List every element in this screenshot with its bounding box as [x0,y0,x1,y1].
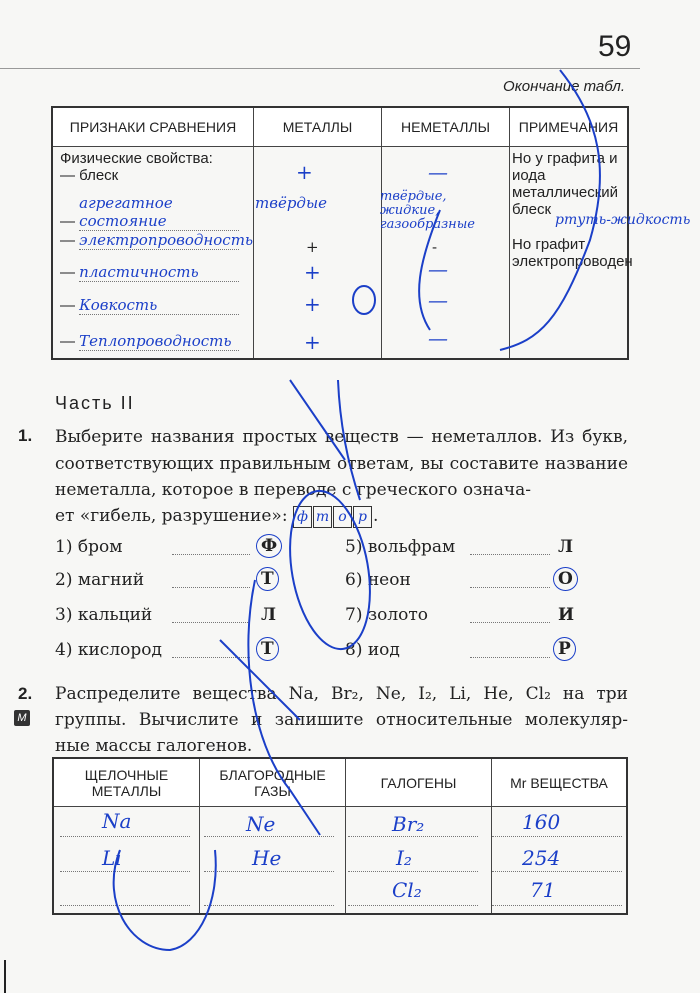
halogen-1: Br₂ [392,812,425,836]
option-8: 8) иод [345,640,400,660]
answer-plasticity: пластичность [79,263,239,282]
nonmetals-shine: — [428,160,448,184]
answer-box[interactable]: о [333,506,352,528]
noble-2: He [252,846,282,870]
note-graphite: Но графит электропроводен [512,236,633,270]
metals-state: твёрдые [255,194,328,212]
m-badge-icon: М [14,710,30,726]
metals-malleability: + [304,292,321,316]
task1-text-end: ет «гибель, разрушение»: ф т о р . [55,506,379,526]
header-nonmetals: НЕМЕТАЛЛЫ [382,107,510,147]
dotted-leader [470,622,550,623]
header-mr: Mr ВЕЩЕСТВА [492,758,628,807]
nonmetals-thermal: — [428,326,448,350]
option-5: 5) вольфрам [345,537,456,557]
answer-box[interactable]: т [313,506,332,528]
answer-box[interactable]: ф [293,506,312,528]
part-title: Часть II [55,393,135,413]
row-dash: — [60,297,75,314]
nonmetals-conductivity: - [432,238,438,256]
metals-thermal: + [304,330,321,354]
row-dash: — [60,232,75,249]
task2-number: 2. [18,684,33,703]
noble-1: Ne [246,812,276,836]
option-6: 6) неон [345,570,411,590]
header-halogens: ГАЛОГЕНЫ [346,758,492,807]
option-1: 1) бром [55,537,123,557]
row-dash: — [60,213,75,230]
option-7: 7) золото [345,605,429,625]
answer-thermal: Теплопроводность [79,332,239,351]
option-1-letter: Ф [256,534,282,558]
header-alkali: ЩЕЛОЧНЫЕ МЕТАЛЛЫ [53,758,200,807]
option-4: 4) кислород [55,640,162,660]
option-5-letter: Л [558,537,574,557]
row-dash: — [60,333,75,350]
halogen-2: I₂ [396,846,412,870]
task2-line1: Распределите вещества Na, Br₂, Ne, I₂, Li, He, Cl₂ на три [55,684,628,704]
table-continued-label: Окончание табл. [503,78,625,95]
dotted-leader [470,587,550,588]
option-4-letter: Т [256,637,279,661]
task1-text-end-label: ет «гибель, разрушение»: [55,506,288,526]
nonmetals-malleability: — [428,288,448,312]
header-metals: МЕТАЛЛЫ [254,107,382,147]
mr-2: 254 [522,846,561,870]
metals-shine: + [296,160,313,184]
header-rule [0,68,640,69]
note-shine: Но у графита и иода металлический блеск [512,150,619,218]
answer-box[interactable]: р [353,506,372,528]
answer-malleability: Ковкость [79,296,239,315]
option-3: 3) кальций [55,605,153,625]
task1-number: 1. [18,426,33,445]
header-notes: ПРИМЕЧАНИЯ [510,107,629,147]
dotted-leader [172,622,250,623]
page-number: 59 [598,30,632,63]
mr-1: 160 [522,810,561,834]
dotted-leader [172,657,250,658]
note-mercury: ртуть-жидкость [555,212,691,228]
task2-line3: ные массы галогенов. [55,736,253,756]
task2-line2: группы. Вычислите и запишите относительные молекуляр- [55,710,628,730]
dotted-leader [172,554,250,555]
section-label: Физические свойства: [60,150,213,167]
alkali-1: Na [102,809,132,833]
task1-text: Выберите названия простых веществ — неметаллов. Из букв, соответствующих правильным ответам, вы составите название неметалла, которое в переводе с греческого означа- [55,427,628,500]
metals-conductivity: + [306,238,319,256]
page-edge [4,960,6,993]
nonmetals-state: твёрдые, жидкие, газообразные [380,189,476,232]
answer-conductivity: электропроводность [79,231,254,249]
option-2: 2) магний [55,570,145,590]
metals-plasticity: + [304,260,321,284]
halogen-3: Cl₂ [392,878,422,902]
alkali-2: Li [102,846,122,870]
dotted-leader [172,587,250,588]
option-8-letter: Р [553,637,576,661]
option-3-letter: Л [261,605,277,625]
mr-3: 71 [530,878,556,902]
option-7-letter: И [558,605,575,625]
row-label-shine: — блеск [60,167,119,184]
option-6-letter: О [553,567,578,591]
option-2-letter: Т [256,567,279,591]
answer-state: агрегатное состояние [79,194,239,231]
nonmetals-plasticity: — [428,257,448,281]
dotted-leader [470,657,550,658]
header-noble: БЛАГОРОДНЫЕ ГАЗЫ [200,758,346,807]
header-criteria: ПРИЗНАКИ СРАВНЕНИЯ [52,107,254,147]
dotted-leader [470,554,550,555]
row-dash: — [60,264,75,281]
